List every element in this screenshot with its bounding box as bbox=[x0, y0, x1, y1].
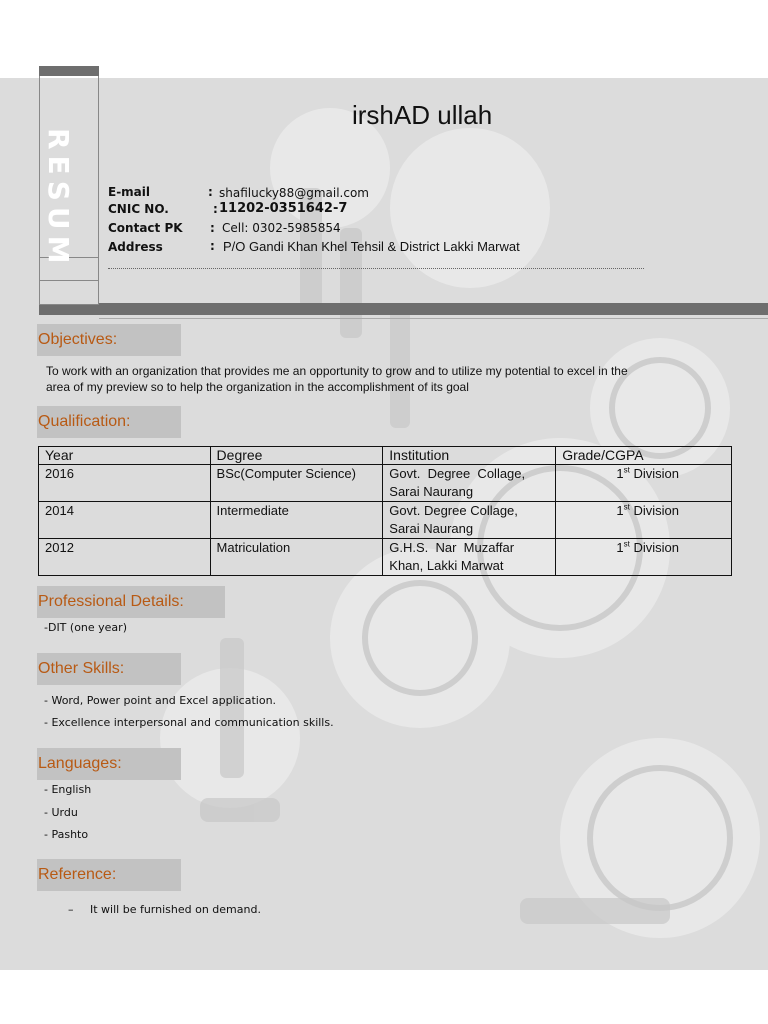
dotted-divider bbox=[108, 268, 644, 269]
contact-colon: : bbox=[210, 221, 215, 235]
language-item: - English bbox=[44, 783, 92, 796]
grade-text: Division bbox=[629, 466, 679, 481]
professional-item: -DIT (one year) bbox=[44, 621, 127, 634]
cnic-label: CNIC NO. bbox=[108, 202, 169, 216]
language-item: - Urdu bbox=[44, 806, 78, 819]
header-degree: Degree bbox=[210, 447, 383, 465]
grade-text: Division bbox=[629, 503, 679, 518]
qualification-heading: Qualification: bbox=[37, 406, 181, 438]
institution-line-1: Govt. Degree Collage, bbox=[389, 503, 518, 518]
header-institution: Institution bbox=[383, 447, 556, 465]
cell-degree: Intermediate bbox=[210, 502, 383, 539]
email-colon: : bbox=[208, 185, 213, 199]
cell-institution bbox=[383, 539, 556, 576]
sidebar-top-bar bbox=[39, 66, 99, 76]
table-header-row bbox=[39, 447, 732, 465]
cnic-colon: : bbox=[213, 202, 218, 216]
cell-degree: BSc(Computer Science) bbox=[210, 465, 383, 502]
reference-bullet: – bbox=[68, 903, 74, 916]
language-item: - Pashto bbox=[44, 828, 89, 841]
cell-year: 2014 bbox=[39, 502, 211, 539]
languages-heading: Languages: bbox=[37, 748, 181, 780]
grade-number: 1 bbox=[616, 540, 624, 555]
email-label: E-mail bbox=[108, 185, 151, 199]
address-value: P/O Gandi Khan Khel Tehsil & District Lakki Marwat bbox=[223, 239, 520, 254]
institution-line-2: Sarai Naurang bbox=[389, 484, 474, 499]
header-grade: Grade/CGPA bbox=[556, 447, 732, 465]
grade-text: Division bbox=[629, 540, 679, 555]
cell-institution bbox=[383, 465, 556, 502]
resume-vertical-label: RESUM bbox=[42, 128, 75, 270]
professional-heading: Professional Details: bbox=[37, 586, 225, 618]
skills-heading: Other Skills: bbox=[37, 653, 181, 685]
cnic-value: 11202-0351642-7 bbox=[219, 201, 348, 216]
address-colon: : bbox=[210, 239, 215, 253]
grade-number: 1 bbox=[616, 466, 624, 481]
candidate-name: irshAD ullah bbox=[352, 100, 493, 130]
skills-item: - Excellence interpersonal and communication skills. bbox=[44, 716, 334, 729]
address-label: Address bbox=[108, 240, 163, 254]
reference-heading: Reference: bbox=[37, 859, 181, 891]
grade-suffix: st bbox=[623, 502, 630, 512]
cell-year: 2016 bbox=[39, 465, 211, 502]
cell-year: 2012 bbox=[39, 539, 211, 576]
email-value: shafilucky88@gmail.com bbox=[219, 186, 369, 200]
grade-suffix: st bbox=[623, 465, 630, 475]
table-row bbox=[39, 465, 732, 502]
institution-line-1: Govt. Degree Collage, bbox=[389, 466, 526, 481]
qualification-table bbox=[38, 446, 732, 576]
institution-line-2: Khan, Lakki Marwat bbox=[389, 558, 504, 573]
table-row bbox=[39, 539, 732, 576]
header-rule-thick bbox=[39, 305, 768, 315]
contact-label: Contact PK bbox=[108, 221, 183, 235]
sidebar-divider bbox=[40, 280, 98, 281]
objectives-line-2: area of my preview so to help the organization in the accomplishment of its goal bbox=[46, 380, 469, 394]
grade-number: 1 bbox=[616, 503, 624, 518]
table-row bbox=[39, 502, 732, 539]
skills-item: - Word, Power point and Excel application. bbox=[44, 694, 277, 707]
cell-degree: Matriculation bbox=[210, 539, 383, 576]
grade-suffix: st bbox=[623, 539, 630, 549]
cell-grade bbox=[556, 502, 732, 539]
reference-text: It will be furnished on demand. bbox=[90, 903, 261, 916]
cell-grade bbox=[556, 539, 732, 576]
objectives-heading: Objectives: bbox=[37, 324, 181, 356]
institution-line-2: Sarai Naurang bbox=[389, 521, 474, 536]
cell-grade bbox=[556, 465, 732, 502]
cell-institution bbox=[383, 502, 556, 539]
institution-line-1: G.H.S. Nar Muzaffar bbox=[389, 540, 515, 555]
objectives-line-1: To work with an organization that provides me an opportunity to grow and to utilize my potential to excel in the bbox=[46, 364, 628, 378]
header-rule-under bbox=[99, 318, 768, 319]
contact-value: Cell: 0302-5985854 bbox=[222, 221, 341, 235]
header-year: Year bbox=[39, 447, 211, 465]
